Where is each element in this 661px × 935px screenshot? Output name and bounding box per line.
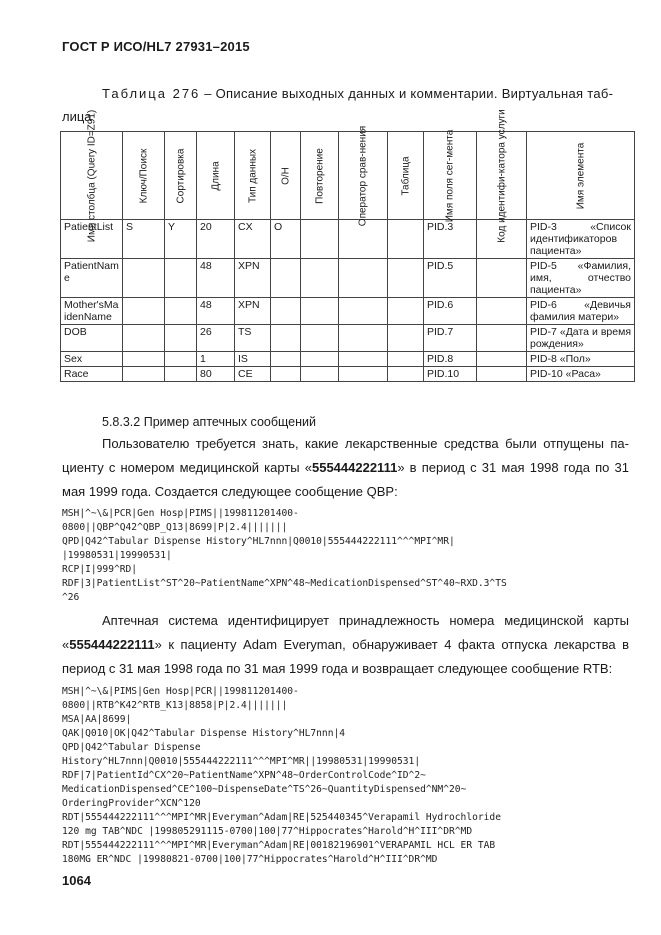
table-cell-code xyxy=(477,367,527,382)
column-header xyxy=(339,125,388,226)
table-cell-sort xyxy=(165,352,197,367)
table-row xyxy=(61,352,635,367)
table-cell-length: 26 xyxy=(197,325,235,352)
table-cell-sort: Y xyxy=(165,220,197,259)
column-header xyxy=(235,132,271,220)
table-cell-field: PID.6 xyxy=(424,298,477,325)
column-header xyxy=(388,132,424,220)
table-cell-on xyxy=(271,298,301,325)
table-cell-sort xyxy=(165,259,197,298)
paragraph-response xyxy=(62,609,629,681)
table-row xyxy=(61,259,635,298)
column-header-label: Имя поля сег-мента xyxy=(444,129,456,222)
table-cell-rep xyxy=(301,367,339,382)
table-cell-name: Race xyxy=(61,367,123,382)
element-description: «Раса» xyxy=(565,368,601,380)
column-header-label: Код идентифи-катора услуги xyxy=(496,108,507,243)
element-id: PID-10 xyxy=(530,368,563,380)
table-cell-type: TS xyxy=(235,325,271,352)
paragraph-text: Аптечная система идентифицирует принадлежность номера медицинской карты « xyxy=(62,613,629,652)
record-number: 555444222111 xyxy=(311,460,398,475)
table-cell-code xyxy=(477,298,527,325)
section-title: Пример аптечных сообщений xyxy=(140,415,316,429)
column-header xyxy=(165,132,197,220)
table-cell-op xyxy=(339,259,388,298)
table-cell-name: DOB xyxy=(61,325,123,352)
record-number: 555444222111 xyxy=(69,637,155,652)
column-header xyxy=(197,132,235,220)
table-cell-key xyxy=(123,325,165,352)
column-header-label: Имя столбца (Query ID=Z91) xyxy=(86,109,97,242)
table-cell-on xyxy=(271,259,301,298)
table-cell-key xyxy=(123,259,165,298)
table-cell-code xyxy=(477,325,527,352)
table-cell-on xyxy=(271,325,301,352)
paragraph-text: Пользователю требуется знать, какие лекарственные средства были отпущены па-циенту с номером медицинской карты « xyxy=(62,436,629,475)
table-caption-continuation: лица xyxy=(62,109,92,124)
table-caption-text: – Описание выходных данных и комментарии. Виртуальная таб- xyxy=(200,86,614,101)
table-cell-field: PID.5 xyxy=(424,259,477,298)
table-row xyxy=(61,220,635,259)
table-cell-on xyxy=(271,352,301,367)
table-body xyxy=(61,220,635,382)
element-id: PID-5 xyxy=(530,260,557,272)
column-header-label: Ключ/Поиск xyxy=(138,148,149,203)
qbp-message-code: MSH|^~\&|PCR|Gen Hosp|PIMS||199811201400- 0800||QBP^Q42^QBP_Q13|8699|P|2.4||||||| QPD|Q42^Tabular Dispense History^HL7nnn|Q0010|555444222111^^^MPI^MR| |19980531|19990531| RCP|I|999^RD| RDF|3|PatientList^ST^20~PatientName^XPN^48~MedicationDispensed^ST^40~RXD.3^TS ^26 xyxy=(62,508,507,603)
section-number: 5.8.3.2 xyxy=(102,415,141,429)
table-header-row xyxy=(61,132,635,220)
table-cell-key: S xyxy=(123,220,165,259)
page-number: 1064 xyxy=(62,873,91,888)
column-header xyxy=(477,108,527,243)
table-row xyxy=(61,298,635,325)
column-header xyxy=(527,132,635,220)
table-cell-on xyxy=(271,367,301,382)
table-cell-field: PID.7 xyxy=(424,325,477,352)
table-cell-type: XPN xyxy=(235,298,271,325)
table-cell-type: CE xyxy=(235,367,271,382)
element-description: «Девичья фамилия матери» xyxy=(530,299,631,323)
table-cell-element xyxy=(527,220,635,259)
table-cell-rep xyxy=(301,298,339,325)
table-cell-code xyxy=(477,352,527,367)
table-caption xyxy=(102,86,613,101)
table-cell-rep xyxy=(301,220,339,259)
element-description: «Пол» xyxy=(559,353,591,365)
table-cell-field: PID.8 xyxy=(424,352,477,367)
element-id: PID-7 xyxy=(530,326,557,338)
element-id: PID-8 xyxy=(530,353,557,365)
table-cell-name: Sex xyxy=(61,352,123,367)
table-cell-op xyxy=(339,352,388,367)
paragraph-query xyxy=(62,432,629,504)
paragraph-text: » к пациенту Adam Everyman, обнаруживает 4 факта отпуска лекарства в период с 31 мая 1998 года по 31 мая 1999 года и возвращает следующее сообщение RTB: xyxy=(62,637,629,676)
column-header-label: Оператор срав-нения xyxy=(357,125,369,226)
table-cell-field: PID.10 xyxy=(424,367,477,382)
section-heading xyxy=(102,415,316,429)
element-id: PID-3 xyxy=(530,221,557,233)
table-cell-key xyxy=(123,298,165,325)
table-caption-prefix: Таблица 276 xyxy=(102,86,201,101)
table-cell-op xyxy=(339,298,388,325)
output-data-table xyxy=(60,108,635,382)
table-cell-rep xyxy=(301,259,339,298)
table-cell-tbl xyxy=(388,367,424,382)
table-cell-op xyxy=(339,367,388,382)
table-cell-rep xyxy=(301,352,339,367)
table-cell-element xyxy=(527,298,635,325)
table-cell-element xyxy=(527,259,635,298)
table-cell-field: PID.3 xyxy=(424,220,477,259)
table-cell-type: XPN xyxy=(235,259,271,298)
table-cell-sort xyxy=(165,325,197,352)
element-id: PID-6 xyxy=(530,299,557,311)
table-cell-tbl xyxy=(388,259,424,298)
paragraph-text: » в период с 31 мая 1998 года по 31 мая 1999 года. Создается следующее сообщение QBP: xyxy=(62,460,629,499)
table-cell-tbl xyxy=(388,220,424,259)
column-header-label: Сортировка xyxy=(175,148,186,203)
table-cell-type: CX xyxy=(235,220,271,259)
table-cell-length: 48 xyxy=(197,259,235,298)
table-cell-sort xyxy=(165,298,197,325)
element-description: «Список идентификаторов пациента» xyxy=(530,221,631,257)
table-cell-length: 1 xyxy=(197,352,235,367)
column-header xyxy=(123,132,165,220)
column-header-label: Имя элемента xyxy=(575,142,586,209)
table-cell-tbl xyxy=(388,352,424,367)
table-cell-name: Mother'sMaidenName xyxy=(61,298,123,325)
table-cell-key xyxy=(123,367,165,382)
column-header xyxy=(301,132,339,220)
table-cell-rep xyxy=(301,325,339,352)
column-header-label: Таблица xyxy=(400,155,411,196)
table-cell-element xyxy=(527,367,635,382)
table-cell-tbl xyxy=(388,298,424,325)
table-cell-on: O xyxy=(271,220,301,259)
column-header xyxy=(271,132,301,220)
column-header-label: Длина xyxy=(210,160,221,191)
element-description: «Фамилия, имя, отчество пациента» xyxy=(530,260,631,296)
column-header-label: Тип данных xyxy=(247,148,258,203)
table-row xyxy=(61,325,635,352)
table-cell-type: IS xyxy=(235,352,271,367)
table-cell-sort xyxy=(165,367,197,382)
table-cell-element xyxy=(527,325,635,352)
table-cell-tbl xyxy=(388,325,424,352)
element-description: «Дата и время рождения» xyxy=(530,326,631,350)
rtb-message-code: MSH|^~\&|PIMS|Gen Hosp|PCR||199811201400- 0800||RTB^K42^RTB_K13|8858|P|2.4||||||| MSA|AA|8699| QAK|Q010|OK|Q42^Tabular Dispense History^HL7nnn|4 QPD|Q42^Tabular Dispense History^HL7nnn|Q0010|555444222111^^^MPI^MR||19980531|19990531| RDF|7|PatientId^CX^20~PatientName^XPN^48~OrderControlCode^ID^2~ MedicationDispensed^CE^100~DispenseDate^TS^26~QuantityDispensed^NM^20~ OrderingProvider^XCN^120 RDT|555444222111^^^MPI^MR|Everyman^Adam|RE|525440345^Verapamil Hydrochloride 120 mg TAB^NDC |199805291115-0700|100|77^Hippocrates^Harold^H^III^DR^MD RDT|555444222111^^^MPI^MR|Everyman^Adam|RE|00182196901^VERAPAMIL HCL ER TAB 180MG ER^NDC |19980821-0700|100|77^Hippocrates^Harold^H^III^DR^MD xyxy=(62,686,501,865)
document-header: ГОСТ Р ИСО/HL7 27931–2015 xyxy=(62,39,250,54)
table-cell-name: PatientName xyxy=(61,259,123,298)
table-cell-length: 80 xyxy=(197,367,235,382)
column-header-label: О/Н xyxy=(280,166,291,185)
column-header xyxy=(424,129,477,222)
table-cell-key xyxy=(123,352,165,367)
table-row xyxy=(61,367,635,382)
table-cell-length: 48 xyxy=(197,298,235,325)
table-cell-name: PatientList xyxy=(61,220,123,259)
table-cell-element xyxy=(527,352,635,367)
table-cell-code xyxy=(477,259,527,298)
column-header-label: Повторение xyxy=(314,147,325,204)
table-cell-op xyxy=(339,325,388,352)
table-cell-length: 20 xyxy=(197,220,235,259)
